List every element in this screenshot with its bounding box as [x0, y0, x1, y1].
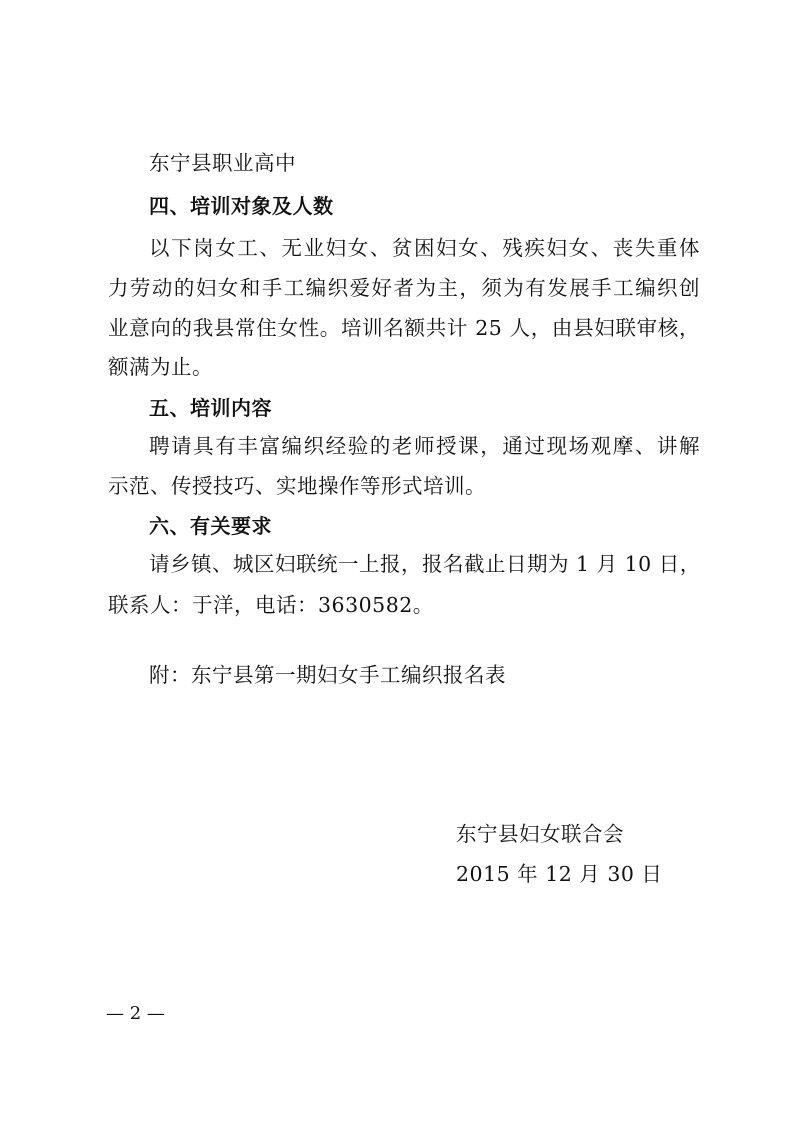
- paragraph-line: 以下岗女工、无业妇女、贫困妇女、残疾妇女、丧失重体: [149, 236, 700, 260]
- paragraph-line: 力劳动的妇女和手工编织爱好者为主，须为有发展手工编织创: [108, 276, 700, 300]
- paragraph-line: 请乡镇、城区妇联统一上报，报名截止日期为 1 月 10 日，: [149, 552, 701, 576]
- signature-org: 东宁县妇女联合会: [456, 822, 624, 846]
- paragraph-line: 联系人：于洋，电话：3630582。: [108, 593, 434, 617]
- paragraph-line: 额满为止。: [108, 355, 213, 379]
- signature-date: 2015 年 12 月 30 日: [456, 862, 663, 886]
- section-heading-4: 四、培训对象及人数: [149, 194, 334, 218]
- attachment-note: 附：东宁县第一期妇女手工编织报名表: [149, 663, 506, 687]
- section-heading-6: 六、有关要求: [149, 514, 272, 538]
- section-heading-5: 五、培训内容: [149, 396, 272, 420]
- page-number: — 2 —: [106, 1003, 165, 1024]
- paragraph-line: 业意向的我县常住女性。培训名额共计 25 人，由县妇联审核，: [108, 316, 700, 340]
- paragraph-line: 示范、传授技巧、实地操作等形式培训。: [108, 474, 486, 498]
- school-name: 东宁县职业高中: [149, 151, 296, 175]
- paragraph-line: 聘请具有丰富编织经验的老师授课，通过现场观摩、讲解: [149, 434, 700, 458]
